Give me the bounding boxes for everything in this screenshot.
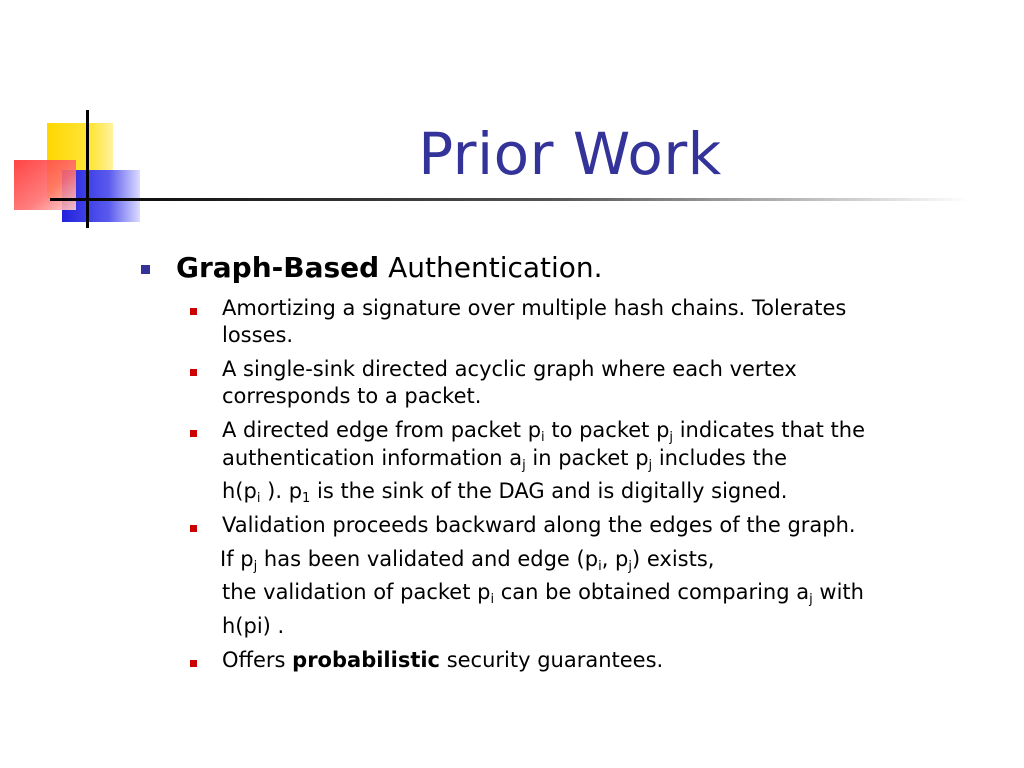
- subscript: j: [628, 559, 632, 574]
- subscript: i: [490, 592, 495, 607]
- slide-title: Prior Work: [418, 120, 722, 188]
- sub-bullet-2-line-1: A single-sink directed acyclic graph where each vertex: [222, 357, 797, 381]
- text-run: , p: [601, 547, 629, 571]
- sub-bullet-4-line-4: h(pi) .: [222, 614, 285, 638]
- sub-bullet-marker: [190, 369, 197, 376]
- sub-bullet-1-line-2: losses.: [222, 323, 294, 347]
- text-run: to packet p: [544, 418, 670, 442]
- text-run: the validation of packet p: [222, 580, 491, 604]
- text-run: ) exists,: [632, 547, 715, 571]
- text-run: If p: [220, 547, 254, 571]
- bullet-rest-text: Authentication.: [379, 251, 603, 284]
- bullet-graph-based: [176, 250, 603, 286]
- bold-term: probabilistic: [292, 648, 441, 672]
- subscript: j: [253, 559, 258, 574]
- sub-bullet-4-line-2: [220, 545, 714, 573]
- sub-bullet-marker: [190, 525, 197, 532]
- bullet-bold-term: Graph-Based: [176, 251, 380, 284]
- sub-bullet-marker: [190, 660, 197, 667]
- level1-bullet: [141, 265, 150, 274]
- sub-bullet-3-line-1: [222, 416, 865, 444]
- text-run: A directed edge from packet p: [222, 418, 542, 442]
- sub-bullet-2-line-2: corresponds to a packet.: [222, 384, 482, 408]
- subscript: i: [256, 491, 261, 506]
- text-run: is the sink of the DAG and is digitally signed.: [310, 479, 788, 503]
- text-run: has been validated and edge (p: [257, 547, 599, 571]
- subscript: j: [648, 458, 653, 473]
- text-run: includes the: [652, 446, 787, 470]
- sub-bullet-4-line-1: Validation proceeds backward along the edges of the graph.: [222, 513, 856, 537]
- text-run: can be obtained comparing a: [494, 580, 810, 604]
- subscript: i: [541, 430, 545, 445]
- text-run: indicates that the: [673, 418, 865, 442]
- subscript: 1: [302, 491, 311, 506]
- subscript: i: [598, 559, 602, 574]
- text-run: Offers: [222, 648, 293, 672]
- sub-bullet-marker: [190, 308, 197, 315]
- sub-bullet-4-line-3: [222, 578, 864, 606]
- subscript: j: [809, 592, 813, 607]
- text-run: in packet p: [525, 446, 649, 470]
- sub-bullet-3-line-3: [222, 477, 787, 505]
- text-run: h(p: [222, 479, 257, 503]
- text-run: ). p: [260, 479, 303, 503]
- sub-bullet-3-line-2: [222, 444, 787, 472]
- subscript: j: [669, 430, 674, 445]
- sub-bullet-5-line-1: [222, 646, 663, 674]
- sub-bullet-1-line-1: Amortizing a signature over multiple hash chains. Tolerates: [222, 296, 847, 320]
- text-run: authentication information a: [222, 446, 523, 470]
- sub-bullet-marker: [190, 430, 197, 437]
- text-run: security guarantees.: [440, 648, 664, 672]
- subscript: j: [522, 458, 526, 473]
- text-run: with: [812, 580, 864, 604]
